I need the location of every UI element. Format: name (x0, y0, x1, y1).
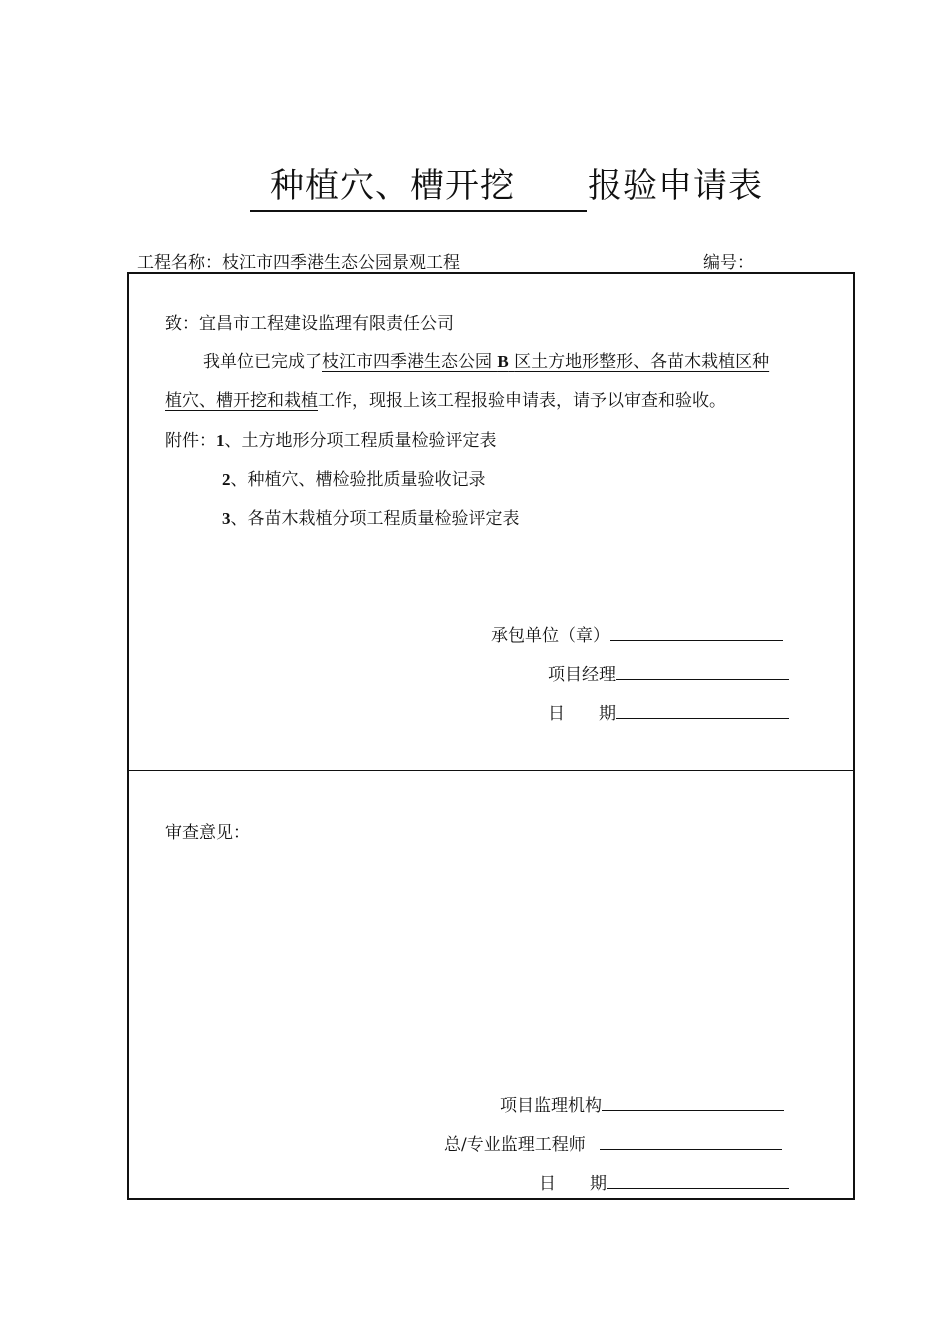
to-label: 致： (165, 314, 199, 334)
review-date-label: 日 期 (539, 1174, 607, 1194)
review-date-row (539, 1169, 789, 1194)
contractor-signature-field[interactable] (610, 624, 783, 641)
project-name-label: 工程名称： (137, 253, 222, 273)
attachments-label: 附件： (165, 431, 216, 451)
recipient-row (165, 309, 454, 334)
contractor-label: 承包单位（章） (491, 626, 610, 646)
form-title-part2: 报验申请表 (588, 166, 763, 206)
number-label: 编号： (703, 253, 754, 273)
form-table (127, 272, 855, 1200)
recipient-name: 宜昌市工程建设监理有限责任公司 (199, 314, 454, 334)
engineer-signature-field[interactable] (600, 1133, 782, 1150)
manager-signature-row (548, 660, 789, 685)
section-divider (127, 770, 855, 771)
attachment-3: 3、各苗木栽植分项工程质量检验评定表 (222, 509, 520, 529)
contractor-signature-row (491, 621, 783, 646)
manager-signature-field[interactable] (616, 663, 789, 680)
review-date-field[interactable] (607, 1172, 789, 1189)
engineer-label: 总/专业监理工程师 (444, 1135, 586, 1155)
attachment-2: 2、种植穴、槽检验批质量验收记录 (222, 470, 486, 490)
application-date-field[interactable] (616, 702, 789, 719)
work-description-1: 枝江市四季港生态公园 B 区土方地形整形、各苗木栽植区种 (322, 352, 770, 372)
intro-text: 我单位已完成了 (203, 352, 322, 372)
supervision-org-row (500, 1091, 784, 1116)
work-description-2: 植穴、槽开挖和栽植 (165, 391, 318, 411)
supervision-org-label: 项目监理机构 (500, 1096, 602, 1116)
form-title-part1: 种植穴、槽开挖 (270, 166, 515, 206)
title-underline (250, 210, 587, 212)
application-line-1 (203, 347, 769, 372)
application-tail: 工作，现报上该工程报验申请表，请予以审查和验收。 (318, 391, 726, 411)
zone-letter: B (497, 352, 509, 371)
application-date-row (548, 699, 789, 724)
project-name-value: 枝江市四季港生态公园景观工程 (222, 253, 460, 273)
application-date-label: 日 期 (548, 704, 616, 724)
review-opinion-label: 审查意见： (165, 823, 250, 843)
attachment-1: 附件：1、土方地形分项工程质量检验评定表 (165, 431, 497, 451)
supervision-org-field[interactable] (602, 1094, 784, 1111)
manager-label: 项目经理 (548, 665, 616, 685)
engineer-signature-row (444, 1130, 782, 1155)
project-name-row (137, 248, 460, 273)
application-line-2 (165, 386, 726, 411)
